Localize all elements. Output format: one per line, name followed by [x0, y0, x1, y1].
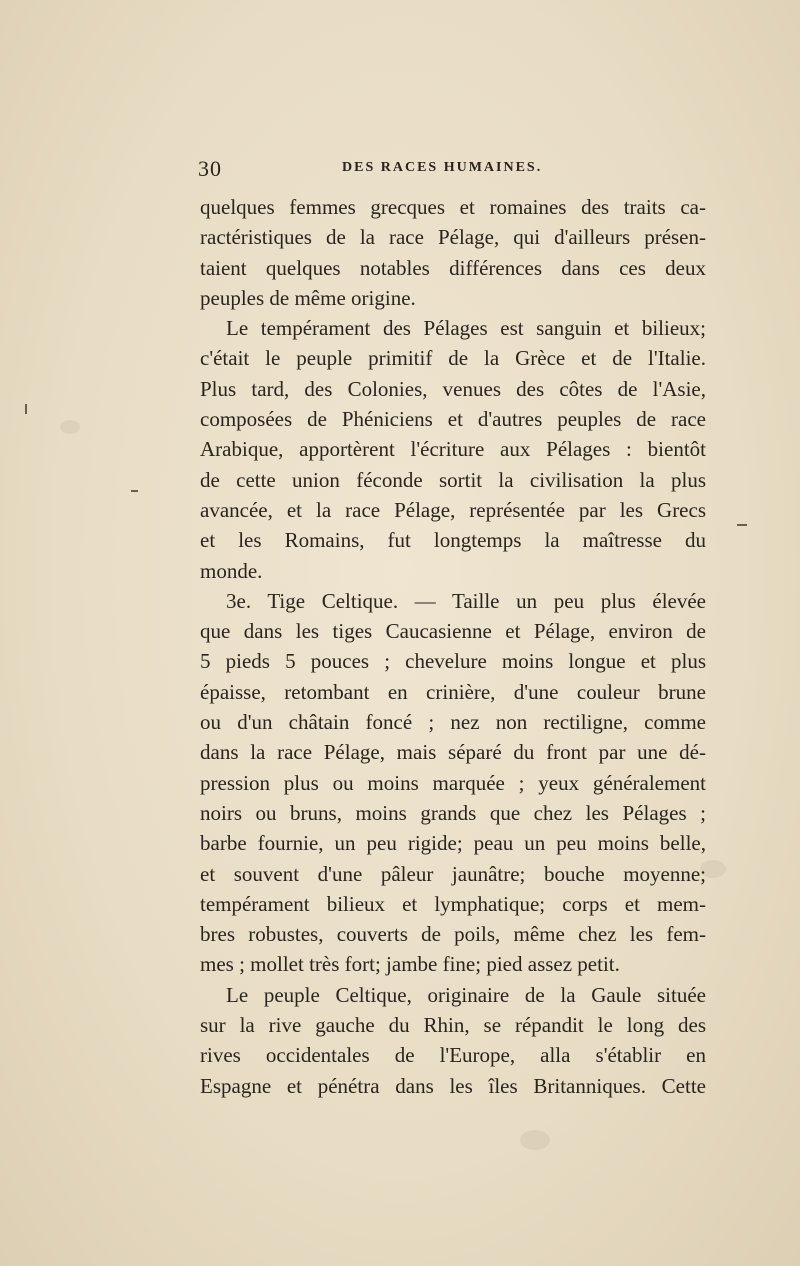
text-line: et les Romains, fut longtemps la maîtresse du	[200, 528, 706, 553]
text-line: Plus tard, des Colonies, venues des côtes de l'Asie,	[200, 376, 706, 401]
text-line: Arabique, apportèrent l'écriture aux Pélages : bientôt	[200, 437, 706, 462]
text-line: avancée, et la race Pélage, représentée par les Grecs	[200, 497, 706, 522]
text-line: mes ; mollet très fort; jambe fine; pied assez petit.	[200, 952, 620, 977]
text-line: c'était le peuple primitif de la Grèce et de l'Italie.	[200, 346, 706, 371]
body-text	[200, 192, 706, 1101]
text-line: taient quelques notables différences dans ces deux	[200, 255, 706, 280]
text-line: et souvent d'une pâleur jaunâtre; bouche moyenne;	[200, 861, 706, 886]
ink-mark	[25, 404, 27, 414]
paper-stain	[60, 420, 80, 434]
text-line: monde.	[200, 558, 263, 583]
text-line: barbe fournie, un peu rigide; peau un peu moins belle,	[200, 831, 706, 856]
text-line: quelques femmes grecques et romaines des traits ca-	[200, 195, 706, 219]
text-line: dans la race Pélage, mais séparé du front par une dé-	[200, 740, 706, 765]
text-line: pression plus ou moins marquée ; yeux généralement	[200, 770, 706, 795]
text-line: tempérament bilieux et lymphatique; corps et mem-	[200, 891, 706, 916]
text-line: Espagne et pénétra dans les îles Britanniques. Cette	[200, 1073, 706, 1098]
text-line: bres robustes, couverts de poils, même chez les fem-	[200, 922, 706, 947]
text-line: ractéristiques de la race Pélage, qui d'ailleurs présen-	[200, 225, 706, 250]
text-line: composées de Phéniciens et d'autres peuples de race	[200, 407, 706, 432]
text-line: Le tempérament des Pélages est sanguin et bilieux;	[226, 316, 706, 341]
text-line: peuples de même origine.	[200, 285, 416, 310]
text-line: noirs ou bruns, moins grands que chez les Pélages ;	[200, 800, 706, 825]
page-header	[198, 156, 704, 186]
paper-stain	[520, 1130, 550, 1150]
text-line: épaisse, retombant en crinière, d'une couleur brune	[200, 679, 706, 704]
text-line: Le peuple Celtique, originaire de la Gaule située	[226, 982, 706, 1007]
page-number: 30	[198, 156, 222, 181]
ink-mark	[737, 524, 747, 526]
text-line: rives occidentales de l'Europe, alla s'établir en	[200, 1043, 706, 1068]
text-line: 5 pieds 5 pouces ; chevelure moins longue et plus	[200, 649, 706, 674]
ink-mark	[131, 490, 138, 492]
text-line: de cette union féconde sortit la civilisation la plus	[200, 467, 706, 492]
text-line: que dans les tiges Caucasienne et Pélage, environ de	[200, 619, 706, 644]
text-line: ou d'un châtain foncé ; nez non rectiligne, comme	[200, 710, 706, 735]
running-head: DES RACES HUMAINES.	[342, 160, 543, 175]
text-line: 3e. Tige Celtique. — Taille un peu plus élevée	[226, 588, 706, 613]
text-line: sur la rive gauche du Rhin, se répandit le long des	[200, 1013, 706, 1038]
